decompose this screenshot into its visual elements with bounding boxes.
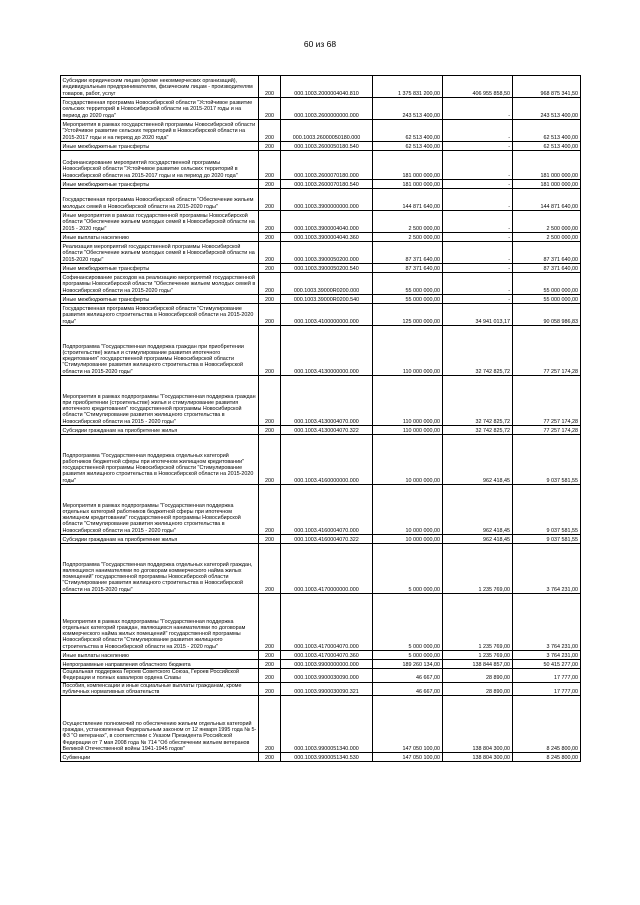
row-code: 200 (259, 120, 281, 142)
row-name: Субсидии гражданам на приобретение жилья (61, 535, 259, 544)
row-plan-amount: 10 000 000,00 (373, 435, 443, 485)
row-name: Осуществление полномочий по обеспечению жильем отдельных категорий граждан, установленных Федеральным законом от 12 января 1995 года № 5-ФЗ "О ветеранах", в соответствии с Указом Президента Российской Федерации от 7 мая 2008 года № 714 "Об обеспечении жильем ветеранов Великой Отечественной войны 1941-1945 годов" (61, 696, 259, 753)
row-executed-amount: - (443, 120, 513, 142)
row-code: 200 (259, 535, 281, 544)
row-unexecuted-amount: 62 513 400,00 (513, 120, 581, 142)
row-executed-amount: 962 418,45 (443, 535, 513, 544)
row-plan-amount: 5 000 000,00 (373, 544, 443, 594)
row-name: Иные выплаты населению (61, 233, 259, 242)
row-unexecuted-amount: 968 875 341,50 (513, 76, 581, 98)
row-executed-amount: 962 418,45 (443, 485, 513, 535)
row-unexecuted-amount: 55 000 000,00 (513, 295, 581, 304)
row-csr-code: 000.1003.39000R0200.540 (281, 295, 373, 304)
row-name: Иные межбюджетные трансферты (61, 142, 259, 151)
row-name: Субсидии юридическим лицам (кроме некоммерческих организаций), индивидуальным предпринимателям, физическим лицам - производителям товаров, работ, услуг (61, 76, 259, 98)
row-csr-code: 000.1003.3900050200.000 (281, 242, 373, 264)
row-executed-amount: 1 235 769,00 (443, 594, 513, 651)
row-unexecuted-amount: 8 245 800,00 (513, 753, 581, 762)
table-row (61, 242, 581, 264)
row-csr-code: 000.1003.3900050200.540 (281, 264, 373, 273)
table-row (61, 376, 581, 426)
row-code: 200 (259, 696, 281, 753)
row-unexecuted-amount: 77 257 174,28 (513, 376, 581, 426)
row-unexecuted-amount: 87 371 640,00 (513, 264, 581, 273)
row-plan-amount: 144 871 640,00 (373, 189, 443, 211)
row-unexecuted-amount: 50 415 277,00 (513, 660, 581, 669)
row-executed-amount: 1 235 769,00 (443, 651, 513, 660)
row-unexecuted-amount: 181 000 000,00 (513, 151, 581, 180)
row-executed-amount: - (443, 98, 513, 120)
row-code: 200 (259, 295, 281, 304)
table-row (61, 233, 581, 242)
table-row (61, 753, 581, 762)
row-plan-amount: 181 000 000,00 (373, 151, 443, 180)
table-row (61, 594, 581, 651)
row-plan-amount: 87 371 640,00 (373, 264, 443, 273)
table-row (61, 76, 581, 98)
table-row (61, 151, 581, 180)
table-row (61, 435, 581, 485)
row-plan-amount: 10 000 000,00 (373, 485, 443, 535)
row-csr-code: 000.1003.3900004040.360 (281, 233, 373, 242)
row-executed-amount: 138 804 300,00 (443, 696, 513, 753)
row-code: 200 (259, 76, 281, 98)
row-code: 200 (259, 376, 281, 426)
row-plan-amount: 62 513 400,00 (373, 142, 443, 151)
row-executed-amount: 32 742 825,72 (443, 326, 513, 376)
row-name: Мероприятия в рамках государственной программы Новосибирской области "Устойчивое развитие сельских территорий в Новосибирской области на 2015-2017 годы и на период до 2020 года" (61, 120, 259, 142)
row-code: 200 (259, 753, 281, 762)
row-name: Государственная программа Новосибирской области "Стимулирование развития жилищного строительства в Новосибирской области на 2015-2020 годы" (61, 304, 259, 326)
row-csr-code: 000.1003.9900051340.530 (281, 753, 373, 762)
row-code: 200 (259, 682, 281, 696)
row-name: Реализация мероприятий государственной программы Новосибирской области "Обеспечение жильем молодых семей в Новосибирской области на 2015-2020 годы" (61, 242, 259, 264)
row-executed-amount: - (443, 233, 513, 242)
row-plan-amount: 5 000 000,00 (373, 651, 443, 660)
table-row (61, 682, 581, 696)
row-name: Софинансирование расходов на реализацию мероприятий государственной программы Новосибирской области "Обеспечение жильем молодых семей в Новосибирской области на 2015-2020 годы" (61, 273, 259, 295)
row-csr-code: 000.1003.4160000000.000 (281, 435, 373, 485)
page-number: 60 из 68 (303, 39, 337, 49)
row-unexecuted-amount: 2 500 000,00 (513, 211, 581, 233)
row-code: 200 (259, 211, 281, 233)
table-row (61, 426, 581, 435)
row-name: Мероприятия в рамках подпрограммы "Государственная поддержка отдельных категорий граждан, являющихся нанимателями по договорам коммерческого найма жилых помещений" государственной программы Новосибирской области "Стимулирование развития жилищного строительства в Новосибирской области на 2015 - 2020 годы" (61, 594, 259, 651)
row-csr-code: 000.1003.9900000000.000 (281, 660, 373, 669)
row-csr-code: 000.1003.39000R0200.000 (281, 273, 373, 295)
row-csr-code: 000.1003.2600050180.540 (281, 142, 373, 151)
budget-table-body (61, 76, 581, 762)
row-executed-amount: 138 804 300,00 (443, 753, 513, 762)
row-executed-amount: 28 890,00 (443, 669, 513, 683)
row-csr-code: 000.1003.4170000000.000 (281, 544, 373, 594)
row-unexecuted-amount: 77 257 174,28 (513, 326, 581, 376)
row-csr-code: 000.1003.4170004070.360 (281, 651, 373, 660)
table-row (61, 295, 581, 304)
table-row (61, 485, 581, 535)
row-executed-amount: - (443, 151, 513, 180)
row-plan-amount: 55 000 000,00 (373, 273, 443, 295)
row-executed-amount: 962 418,45 (443, 435, 513, 485)
table-row (61, 264, 581, 273)
budget-table (60, 75, 581, 762)
row-executed-amount: - (443, 295, 513, 304)
row-unexecuted-amount: 144 871 640,00 (513, 189, 581, 211)
row-code: 200 (259, 142, 281, 151)
row-unexecuted-amount: 2 500 000,00 (513, 233, 581, 242)
row-unexecuted-amount: 181 000 000,00 (513, 180, 581, 189)
row-name: Государственная программа Новосибирской области "Устойчивое развитие сельских территорий в Новосибирской области на 2015-2017 годы и на период до 2020 года" (61, 98, 259, 120)
row-unexecuted-amount: 3 764 231,00 (513, 651, 581, 660)
row-code: 200 (259, 669, 281, 683)
row-code: 200 (259, 151, 281, 180)
row-executed-amount: 34 941 013,17 (443, 304, 513, 326)
row-executed-amount: 1 235 769,00 (443, 544, 513, 594)
row-plan-amount: 147 050 100,00 (373, 753, 443, 762)
row-plan-amount: 110 000 000,00 (373, 376, 443, 426)
row-executed-amount: 32 742 825,72 (443, 426, 513, 435)
table-row (61, 651, 581, 660)
row-code: 200 (259, 326, 281, 376)
row-code: 200 (259, 426, 281, 435)
row-plan-amount: 243 513 400,00 (373, 98, 443, 120)
row-code: 200 (259, 651, 281, 660)
row-code: 200 (259, 98, 281, 120)
row-plan-amount: 10 000 000,00 (373, 535, 443, 544)
row-plan-amount: 181 000 000,00 (373, 180, 443, 189)
row-code: 200 (259, 242, 281, 264)
row-code: 200 (259, 233, 281, 242)
row-name: Иные мероприятия в рамках государственной программы Новосибирской области "Обеспечение жильем молодых семей в Новосибирской области на 2015 - 2020 годы" (61, 211, 259, 233)
row-plan-amount: 46 667,00 (373, 669, 443, 683)
row-code: 200 (259, 594, 281, 651)
row-csr-code: 000.1003.9900051340.000 (281, 696, 373, 753)
table-row (61, 211, 581, 233)
row-executed-amount: 28 890,00 (443, 682, 513, 696)
row-plan-amount: 62 513 400,00 (373, 120, 443, 142)
row-name: Социальная поддержка Героев Советского Союза, Героев Российской Федерации и полных кавалеров ордена Славы (61, 669, 259, 683)
row-csr-code: 000.1003.4130004070.000 (281, 376, 373, 426)
row-csr-code: 000.1003.3900004040.000 (281, 211, 373, 233)
row-name: Иные выплаты населению (61, 651, 259, 660)
row-plan-amount: 5 000 000,00 (373, 594, 443, 651)
table-row (61, 98, 581, 120)
row-unexecuted-amount: 9 037 581,55 (513, 435, 581, 485)
row-csr-code: 000.1003.2600070180.540 (281, 180, 373, 189)
row-name: Софинансирование мероприятий государственной программы Новосибирской области "Устойчивое развитие сельских территорий в Новосибирской области на 2015-2017 годы и на период до 2020 года" (61, 151, 259, 180)
row-name: Непрограммные направления областного бюджета (61, 660, 259, 669)
row-executed-amount: - (443, 142, 513, 151)
row-code: 200 (259, 485, 281, 535)
row-code: 200 (259, 544, 281, 594)
row-plan-amount: 2 500 000,00 (373, 211, 443, 233)
row-executed-amount: 406 955 858,50 (443, 76, 513, 98)
row-name: Государственная программа Новосибирской области "Обеспечение жильем молодых семей в Новосибирской области на 2015-2020 годы" (61, 189, 259, 211)
row-name: Мероприятия в рамках подпрограммы "Государственная поддержка отдельных категорий работников бюджетной сферы при ипотечном жилищном кредитовании" государственной программы Новосибирской области "Стимулирование развития жилищного строительства в Новосибирской области на 2015 - 2020 годы" (61, 485, 259, 535)
row-code: 200 (259, 264, 281, 273)
table-row (61, 660, 581, 669)
row-csr-code: 000.1003.4130004070.322 (281, 426, 373, 435)
row-name: Иные межбюджетные трансферты (61, 295, 259, 304)
row-code: 200 (259, 304, 281, 326)
row-csr-code: 000.1003.9900030090.321 (281, 682, 373, 696)
row-unexecuted-amount: 3 764 231,00 (513, 544, 581, 594)
row-name: Подпрограмма "Государственная поддержка граждан при приобретении (строительстве) жилья и стимулирование развития ипотечного кредитования" государственной программы Новосибирской области "Стимулирование развития жилищного строительства в Новосибирской области на 2015-2020 годы" (61, 326, 259, 376)
row-unexecuted-amount: 3 764 231,00 (513, 594, 581, 651)
table-row (61, 120, 581, 142)
table-row (61, 304, 581, 326)
row-plan-amount: 110 000 000,00 (373, 326, 443, 376)
row-executed-amount: - (443, 211, 513, 233)
row-plan-amount: 2 500 000,00 (373, 233, 443, 242)
row-name: Пособия, компенсации и иные социальные выплаты гражданам, кроме публичных нормативных обязательств (61, 682, 259, 696)
row-name: Подпрограмма "Государственная поддержка отдельных категорий работников бюджетной сферы при ипотечном жилищном кредитовании" государственной программы Новосибирской области "Стимулирование развития жилищного строительства в Новосибирской области на 2015-2020 годы" (61, 435, 259, 485)
row-csr-code: 000.1003.4100000000.000 (281, 304, 373, 326)
table-row (61, 544, 581, 594)
row-code: 200 (259, 189, 281, 211)
row-unexecuted-amount: 9 037 581,55 (513, 535, 581, 544)
row-unexecuted-amount: 17 777,00 (513, 669, 581, 683)
row-plan-amount: 87 371 640,00 (373, 242, 443, 264)
table-row (61, 669, 581, 683)
row-executed-amount: 138 844 857,00 (443, 660, 513, 669)
row-csr-code: 000.1003.26000050180.000 (281, 120, 373, 142)
row-name: Иные межбюджетные трансферты (61, 180, 259, 189)
row-plan-amount: 189 260 134,00 (373, 660, 443, 669)
row-name: Субвенции (61, 753, 259, 762)
row-unexecuted-amount: 90 058 986,83 (513, 304, 581, 326)
row-name: Субсидии гражданам на приобретение жилья (61, 426, 259, 435)
row-executed-amount: - (443, 264, 513, 273)
row-plan-amount: 46 667,00 (373, 682, 443, 696)
row-name: Подпрограмма "Государственная поддержка отдельных категорий граждан, являющихся нанимателями по договорам коммерческого найма жилых помещений" государственной программы Новосибирской области "Стимулирование развития жилищного строительства в Новосибирской области на 2015-2020 годы" (61, 544, 259, 594)
row-unexecuted-amount: 77 257 174,28 (513, 426, 581, 435)
row-unexecuted-amount: 243 513 400,00 (513, 98, 581, 120)
row-unexecuted-amount: 55 000 000,00 (513, 273, 581, 295)
table-row (61, 326, 581, 376)
row-csr-code: 000.1003.9900030090.000 (281, 669, 373, 683)
row-executed-amount: - (443, 273, 513, 295)
row-name: Иные межбюджетные трансферты (61, 264, 259, 273)
row-csr-code: 000.1003.4160004070.000 (281, 485, 373, 535)
row-code: 200 (259, 180, 281, 189)
row-plan-amount: 55 000 000,00 (373, 295, 443, 304)
table-row (61, 535, 581, 544)
row-csr-code: 000.1003.4160004070.322 (281, 535, 373, 544)
row-plan-amount: 1 375 831 200,00 (373, 76, 443, 98)
table-row (61, 273, 581, 295)
table-row (61, 189, 581, 211)
row-executed-amount: 32 742 825,72 (443, 376, 513, 426)
row-csr-code: 000.1003.4130000000.000 (281, 326, 373, 376)
row-code: 200 (259, 435, 281, 485)
row-csr-code: 000.1003.2600070180.000 (281, 151, 373, 180)
row-unexecuted-amount: 8 245 800,00 (513, 696, 581, 753)
row-executed-amount: - (443, 242, 513, 264)
row-csr-code: 000.1003.2600000000.000 (281, 98, 373, 120)
row-unexecuted-amount: 87 371 640,00 (513, 242, 581, 264)
row-plan-amount: 110 000 000,00 (373, 426, 443, 435)
row-plan-amount: 147 050 100,00 (373, 696, 443, 753)
row-executed-amount: - (443, 180, 513, 189)
row-csr-code: 000.1003.2000004040.810 (281, 76, 373, 98)
table-row (61, 696, 581, 753)
row-unexecuted-amount: 9 037 581,55 (513, 485, 581, 535)
row-code: 200 (259, 273, 281, 295)
row-name: Мероприятия в рамках подпрограммы "Государственная поддержка граждан при приобретении (строительстве) жилья и стимулирование развития ипотечного кредитования" государственной программы Новосибирской области "Стимулирование развития жилищного строительства в Новосибирской области на 2015 - 2020 годы" (61, 376, 259, 426)
row-plan-amount: 125 000 000,00 (373, 304, 443, 326)
row-csr-code: 000.1003.4170004070.000 (281, 594, 373, 651)
row-csr-code: 000.1003.3900000000.000 (281, 189, 373, 211)
row-executed-amount: - (443, 189, 513, 211)
row-unexecuted-amount: 17 777,00 (513, 682, 581, 696)
table-row (61, 180, 581, 189)
row-unexecuted-amount: 62 513 400,00 (513, 142, 581, 151)
table-row (61, 142, 581, 151)
row-code: 200 (259, 660, 281, 669)
